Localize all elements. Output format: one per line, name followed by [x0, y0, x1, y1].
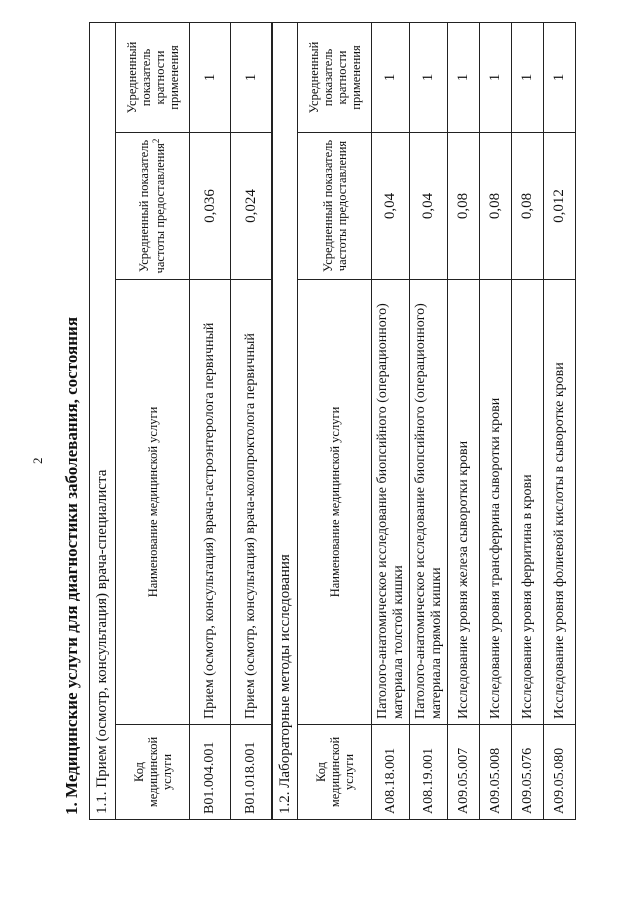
service-name: Исследование уровня фолиевой кислоты в сыворотке крови	[544, 280, 576, 725]
header-name: Наименование медицинской услуги	[116, 280, 190, 725]
header-multiplicity: Усредненный показатель кратности применения	[116, 23, 190, 133]
header-name: Наименование медицинской услуги	[298, 280, 372, 725]
service-name: Исследование уровня трансферрина сыворотки крови	[480, 280, 512, 725]
frequency-value: 0,08	[480, 133, 512, 280]
specialist-visits-table	[89, 22, 272, 820]
table-row	[544, 23, 576, 820]
service-name: Прием (осмотр, консультация) врача-колопроктолога первичный	[231, 280, 272, 725]
table-row	[372, 23, 410, 820]
table-row	[480, 23, 512, 820]
service-code: A09.05.080	[544, 725, 576, 820]
frequency-value: 0,036	[190, 133, 231, 280]
table-row	[410, 23, 448, 820]
footnote-marker: 2	[151, 138, 162, 144]
service-code: A09.05.076	[512, 725, 544, 820]
table-row	[512, 23, 544, 820]
multiplicity-value: 1	[480, 23, 512, 133]
service-code: A09.05.007	[448, 725, 480, 820]
frequency-value: 0,08	[448, 133, 480, 280]
frequency-value: 0,04	[410, 133, 448, 280]
header-code: Код медицинской услуги	[298, 725, 372, 820]
header-multiplicity: Усредненный показатель кратности применения	[298, 23, 372, 133]
multiplicity-value: 1	[410, 23, 448, 133]
table-row	[448, 23, 480, 820]
table-header-row	[116, 23, 190, 820]
multiplicity-value: 1	[190, 23, 231, 133]
multiplicity-value: 1	[512, 23, 544, 133]
laboratory-methods-table	[272, 22, 576, 820]
service-code: A08.18.001	[372, 725, 410, 820]
multiplicity-value: 1	[231, 23, 272, 133]
frequency-value: 0,012	[544, 133, 576, 280]
service-code: A08.19.001	[410, 725, 448, 820]
table-subheader: 1.2. Лабораторные методы исследования	[273, 23, 298, 820]
table-row	[190, 23, 231, 820]
frequency-value: 0,04	[372, 133, 410, 280]
header-code: Код медицинской услуги	[116, 725, 190, 820]
header-frequency: Усредненный показатель частоты предоставления	[298, 133, 372, 280]
service-code: A09.05.008	[480, 725, 512, 820]
service-name: Патолого-анатомическое исследование биопсийного (операционного) материала толстой кишки	[372, 280, 410, 725]
page-number: 2	[30, 457, 45, 464]
service-name: Патолого-анатомическое исследование биопсийного (операционного) материала прямой кишки	[410, 280, 448, 725]
service-code: B01.018.001	[231, 725, 272, 820]
service-code: B01.004.001	[190, 725, 231, 820]
service-name: Исследование уровня железа сыворотки крови	[448, 280, 480, 725]
frequency-value: 0,08	[512, 133, 544, 280]
table-row	[231, 23, 272, 820]
multiplicity-value: 1	[448, 23, 480, 133]
multiplicity-value: 1	[372, 23, 410, 133]
table-header-row	[298, 23, 372, 820]
service-name: Исследование уровня ферритина в крови	[512, 280, 544, 725]
section-title: 1. Медицинские услуги для диагностики заболевания, состояния	[62, 316, 81, 815]
service-name: Прием (осмотр, консультация) врача-гастроэнтеролога первичный	[190, 280, 231, 725]
table-subheader: 1.1. Прием (осмотр, консультация) врача-специалиста	[90, 23, 116, 820]
frequency-value: 0,024	[231, 133, 272, 280]
header-frequency: Усредненный показатель частоты предоставления$^2$	[116, 133, 190, 280]
multiplicity-value: 1	[544, 23, 576, 133]
